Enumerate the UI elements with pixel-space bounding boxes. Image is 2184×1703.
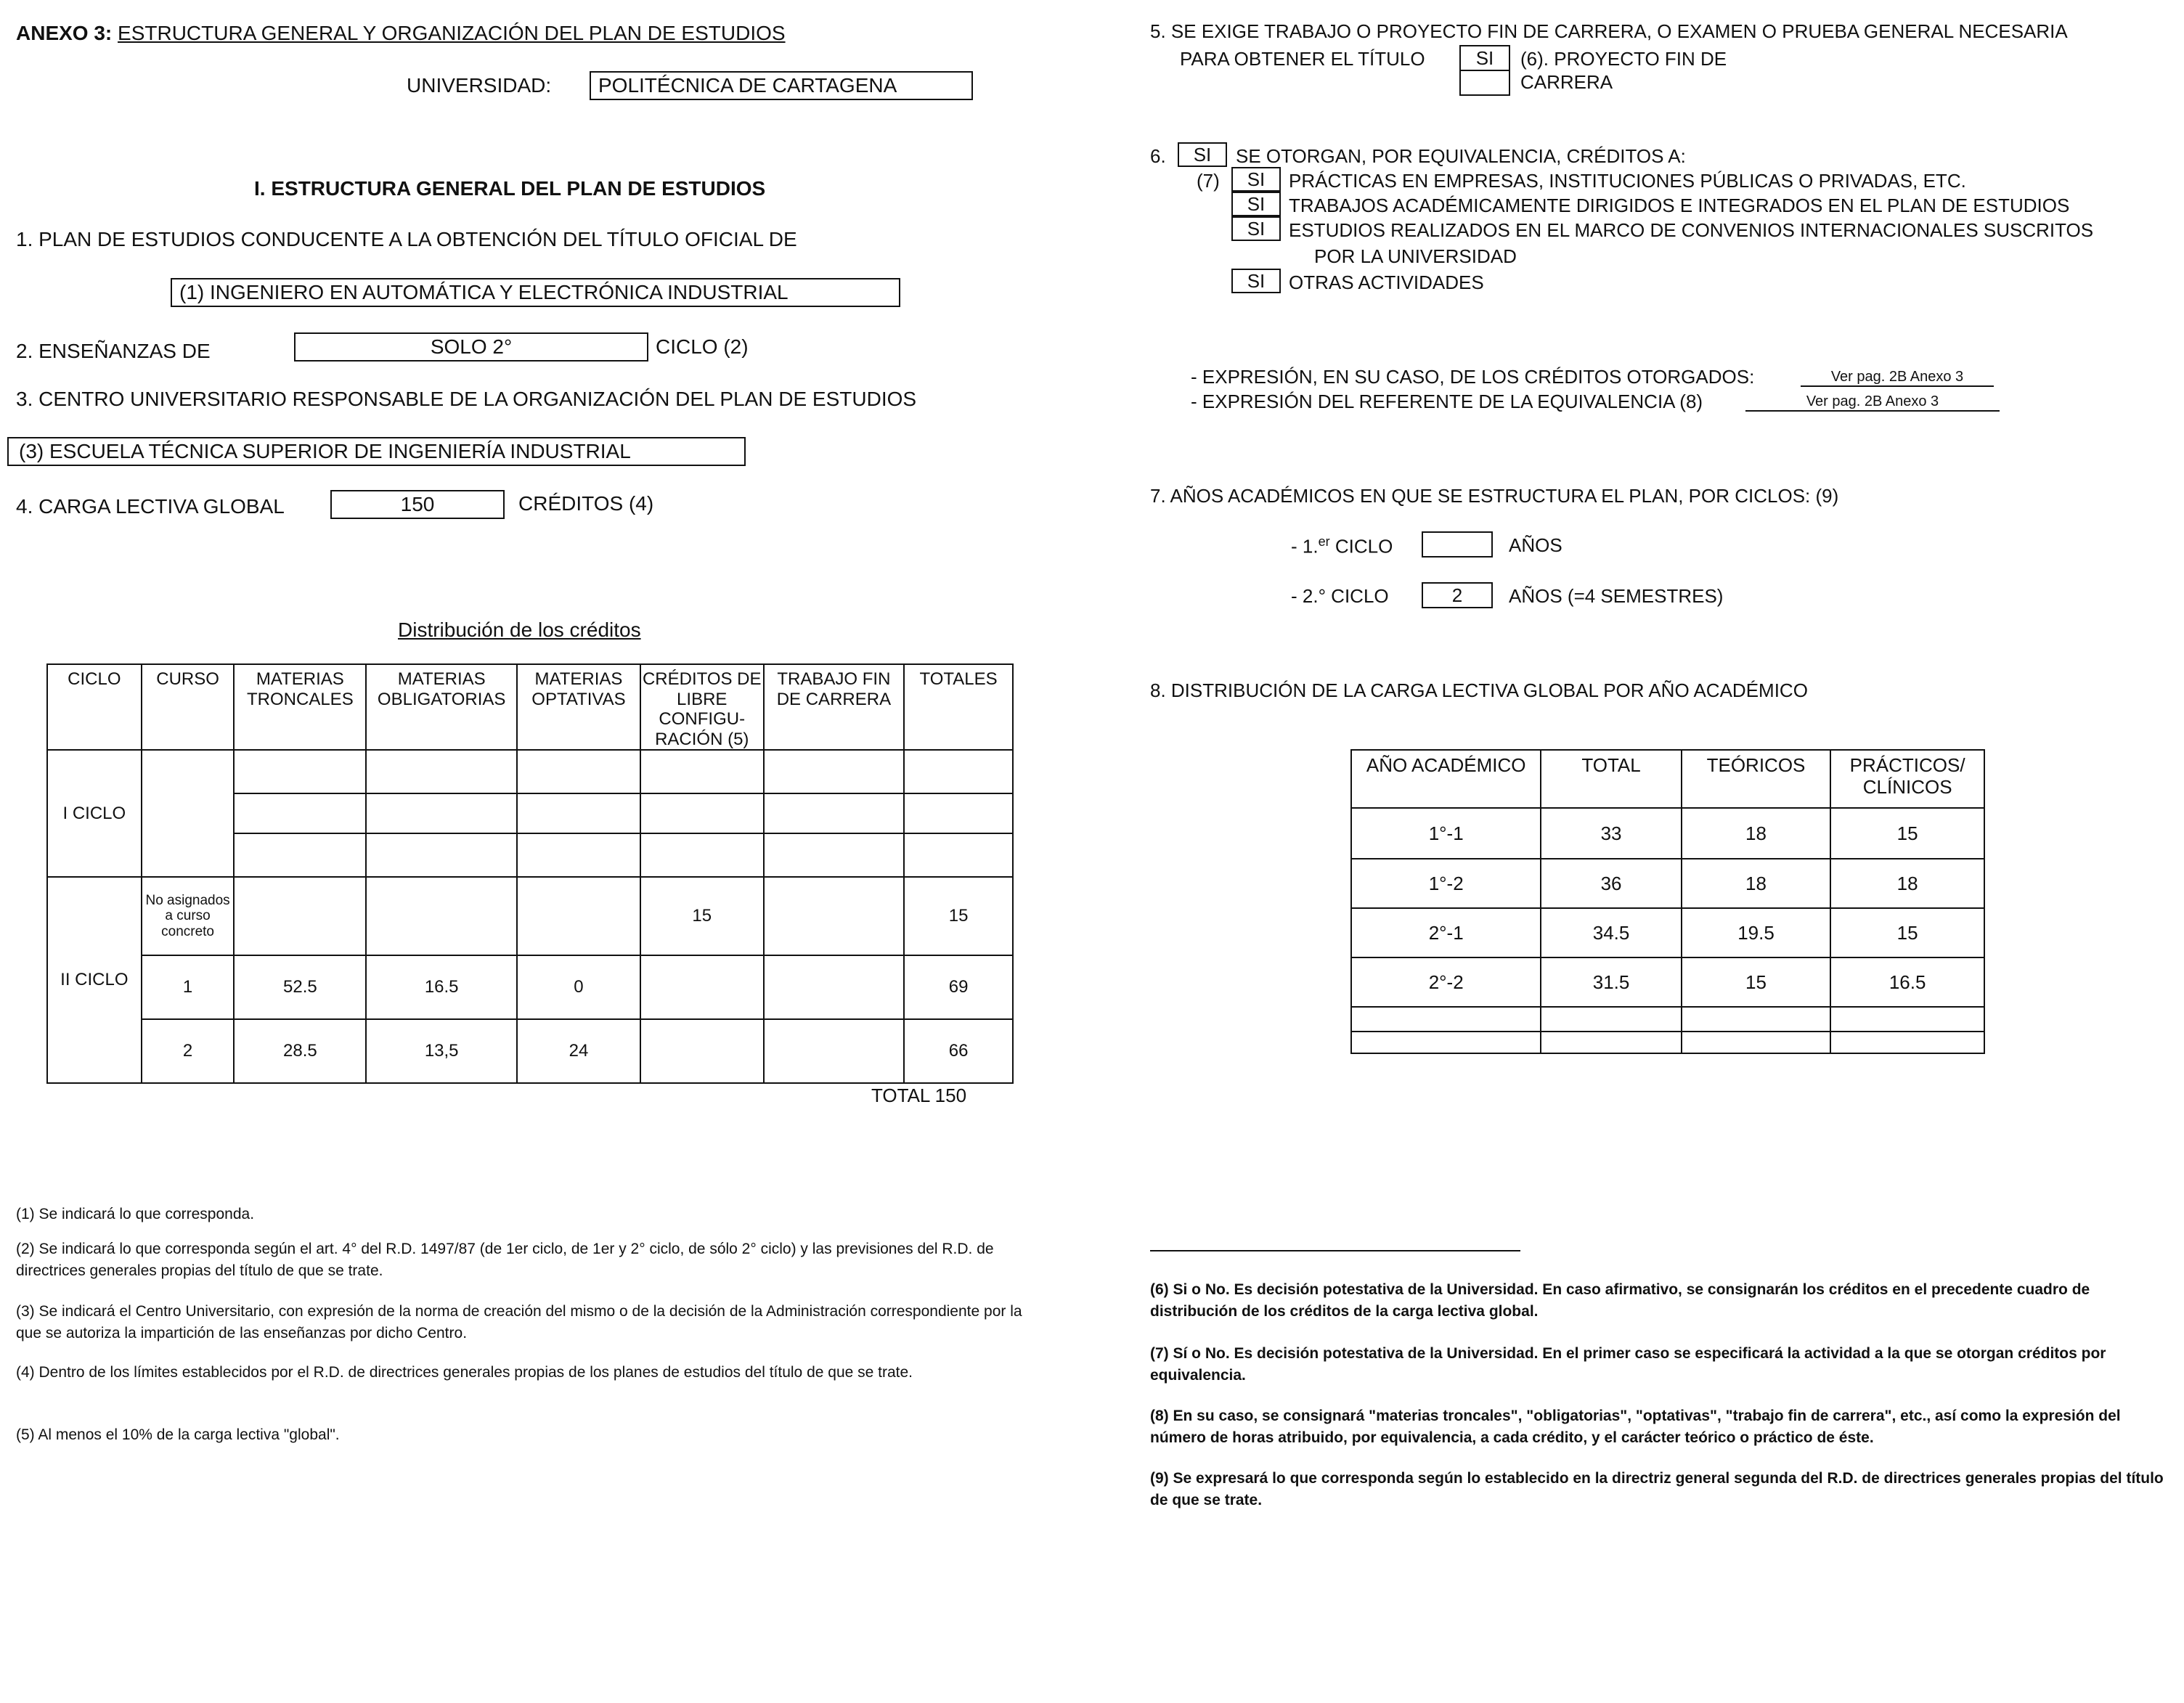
left-footnote-2: (2) Se indicará lo que corresponda según el art. 4° del R.D. 1497/87 (de 1er ciclo, de 1er y 2° ciclo, de sólo 2° ciclo) y las previsiones del R.D. de directrices generales propias del título de que se trate. (16, 1241, 994, 1280)
header-curso: CURSO (142, 664, 235, 750)
year-cell: 18 (1682, 859, 1831, 908)
year-cell (1351, 1032, 1541, 1053)
table-cell (366, 877, 517, 955)
year-header-practicos: PRÁCTICOS/ CLÍNICOS (1830, 750, 1984, 808)
table-cell (904, 750, 1013, 793)
item4-suffix: CRÉDITOS (4) (518, 492, 654, 515)
left-footnote-1: (1) Se indicará lo que corresponda. (16, 1206, 255, 1222)
table-cell (234, 833, 366, 877)
table-cell (764, 1019, 905, 1083)
table-cell (764, 833, 905, 877)
opt3-text: ESTUDIOS REALIZADOS EN EL MARCO DE CONVENIOS INTERNACIONALES SUSCRITOS (1289, 219, 2094, 241)
ciclo1-suffix: AÑOS (1509, 534, 1562, 556)
item5-suffix1: (6). PROYECTO FIN DE (1520, 48, 1727, 70)
item6-num: 6. (1150, 145, 1166, 167)
table-cell (640, 793, 764, 833)
item5-si-box: SI (1459, 45, 1510, 71)
table-cell (517, 793, 640, 833)
curso-2: 2 (142, 1019, 235, 1083)
table-cell (640, 833, 764, 877)
ciclo-field: SOLO 2° (294, 332, 648, 362)
ciclo1-label: I CICLO (47, 750, 142, 877)
table-cell (640, 750, 764, 793)
opt4-si-box: SI (1231, 269, 1281, 293)
year-cell: 16.5 (1830, 957, 1984, 1007)
opt3-continuation: POR LA UNIVERSIDAD (1314, 245, 1517, 267)
ciclo1-box (1422, 531, 1493, 558)
opt1-si-box: SI (1231, 167, 1281, 192)
item5-suffix2: CARRERA (1520, 71, 1613, 93)
item2-suffix: CICLO (2) (656, 335, 749, 358)
left-footnote-4: (4) Dentro de los límites establecidos por el R.D. de directrices generales propias de los planes de estudios del título de que se trate. (16, 1364, 913, 1381)
table-cell (764, 750, 905, 793)
year-header-total: TOTAL (1541, 750, 1681, 808)
expr2-label: - EXPRESIÓN DEL REFERENTE DE LA EQUIVALENCIA (8) (1191, 391, 1703, 412)
left-footnote-3: (3) Se indicará el Centro Universitario, con expresión de la norma de creación del mismo o de la decisión de la Administración correspondiente por la que se autoriza la impartición de las enseñanzas por dicho Centro. (16, 1303, 1022, 1342)
curso-na: No asignados a curso concreto (142, 877, 235, 955)
dist-title: Distribución de los créditos (398, 618, 641, 641)
item5-line1: 5. SE EXIGE TRABAJO O PROYECTO FIN DE CARRERA, O EXAMEN O PRUEBA GENERAL NECESARIA (1150, 20, 2068, 42)
table-cell (764, 793, 905, 833)
libre-na: 15 (640, 877, 764, 955)
year-cell (1541, 1007, 1681, 1032)
year-cell: 18 (1682, 808, 1831, 859)
universidad-label: UNIVERSIDAD: (407, 74, 552, 97)
table-cell (234, 750, 366, 793)
item5-empty-box (1459, 70, 1510, 96)
troncales-1: 52.5 (234, 955, 366, 1019)
item8-text: 8. DISTRIBUCIÓN DE LA CARGA LECTIVA GLOBAL POR AÑO ACADÉMICO (1150, 679, 1808, 701)
year-cell: 2°-2 (1351, 957, 1541, 1007)
year-cell: 15 (1830, 908, 1984, 957)
table-cell (366, 750, 517, 793)
table-cell (640, 1019, 764, 1083)
ciclo1-word: CICLO (1335, 535, 1393, 558)
right-footnote-6: (6) Si o No. Es decisión potestativa de la Universidad. En caso afirmativo, se consignarán los créditos en el precedente cuadro de distribución de los créditos de la carga lectiva global. (1150, 1281, 2090, 1320)
table-cell (366, 833, 517, 877)
ciclo1-label: - 1. (1291, 535, 1319, 558)
year-cell: 33 (1541, 808, 1681, 859)
year-cell (1351, 1007, 1541, 1032)
obligatorias-2: 13,5 (366, 1019, 517, 1083)
item3-text: 3. CENTRO UNIVERSITARIO RESPONSABLE DE LA ORGANIZACIÓN DEL PLAN DE ESTUDIOS (16, 388, 917, 410)
ciclo2-label: II CICLO (47, 877, 142, 1083)
table-cell (640, 955, 764, 1019)
expr2-value: Ver pag. 2B Anexo 3 (1745, 393, 2000, 412)
header-ciclo: CICLO (47, 664, 142, 750)
item6-si-box: SI (1178, 142, 1227, 167)
opt2-si-box: SI (1231, 192, 1281, 216)
ciclo2-suffix: AÑOS (=4 SEMESTRES) (1509, 585, 1724, 607)
troncales-2: 28.5 (234, 1019, 366, 1083)
header-obligatorias: MATERIAS OBLIGATORIAS (366, 664, 517, 750)
year-cell (1682, 1032, 1831, 1053)
table-cell (517, 877, 640, 955)
curso-1: 1 (142, 955, 235, 1019)
item1-text: 1. PLAN DE ESTUDIOS CONDUCENTE A LA OBTENCIÓN DEL TÍTULO OFICIAL DE (16, 228, 797, 250)
section-title: I. ESTRUCTURA GENERAL DEL PLAN DE ESTUDIOS (254, 177, 766, 200)
year-cell: 36 (1541, 859, 1681, 908)
year-cell: 15 (1830, 808, 1984, 859)
expr1-value: Ver pag. 2B Anexo 3 (1801, 369, 1994, 387)
year-cell: 19.5 (1682, 908, 1831, 957)
year-cell (1830, 1032, 1984, 1053)
year-cell: 18 (1830, 859, 1984, 908)
header-optativas: MATERIAS OPTATIVAS (517, 664, 640, 750)
universidad-field: POLITÉCNICA DE CARTAGENA (590, 71, 973, 100)
item5-line2: PARA OBTENER EL TÍTULO (1180, 48, 1425, 70)
table-cell (517, 750, 640, 793)
left-footnote-5: (5) Al menos el 10% de la carga lectiva "global". (16, 1426, 340, 1443)
right-footnote-8: (8) En su caso, se consignará "materias troncales", "obligatorias", "optativas", "trabajo fin de carrera", etc., así como la expresión del número de horas atribuido, por equivalencia, a cada crédito, y el carácter teórico o práctico de éste. (1150, 1408, 2121, 1447)
item6-ref: (7) (1197, 170, 1220, 192)
table-cell (366, 793, 517, 833)
optativas-1: 0 (517, 955, 640, 1019)
anexo-heading (16, 22, 786, 45)
table-cell (764, 955, 905, 1019)
opt2-text: TRABAJOS ACADÉMICAMENTE DIRIGIDOS E INTEGRADOS EN EL PLAN DE ESTUDIOS (1289, 195, 2070, 216)
table-cell (764, 877, 905, 955)
expr1-label: - EXPRESIÓN, EN SU CASO, DE LOS CRÉDITOS OTORGADOS: (1191, 366, 1755, 388)
table-cell (234, 877, 366, 955)
year-cell (1830, 1007, 1984, 1032)
header-troncales: MATERIAS TRONCALES (234, 664, 366, 750)
year-header-anio: AÑO ACADÉMICO (1351, 750, 1541, 808)
right-footnote-9: (9) Se expresará lo que corresponda según lo establecido en la directriz general segunda del R.D. de directrices generales propias del título de que se trate. (1150, 1470, 2164, 1509)
year-cell (1682, 1007, 1831, 1032)
item4-label: 4. CARGA LECTIVA GLOBAL (16, 495, 285, 518)
creditos-table (46, 663, 1014, 1084)
header-libre: CRÉDITOS DE LIBRE CONFIGU- RACIÓN (5) (640, 664, 764, 750)
year-cell: 31.5 (1541, 957, 1681, 1007)
ciclo1-sup: er (1318, 534, 1330, 549)
centro-field: (3) ESCUELA TÉCNICA SUPERIOR DE INGENIERÍA INDUSTRIAL (7, 437, 746, 466)
total-2: 66 (904, 1019, 1013, 1083)
opt3-si-box: SI (1231, 216, 1281, 241)
opt1-text: PRÁCTICAS EN EMPRESAS, INSTITUCIONES PÚBLICAS O PRIVADAS, ETC. (1289, 170, 1966, 192)
item6-text: SE OTORGAN, POR EQUIVALENCIA, CRÉDITOS A: (1236, 145, 1686, 167)
optativas-2: 24 (517, 1019, 640, 1083)
anexo-title: ESTRUCTURA GENERAL Y ORGANIZACIÓN DEL PLAN DE ESTUDIOS (118, 22, 786, 44)
table-cell (904, 833, 1013, 877)
footnote-divider (1150, 1250, 1520, 1251)
anexo-label: ANEXO 3: (16, 22, 113, 44)
year-cell: 1°-1 (1351, 808, 1541, 859)
year-cell: 34.5 (1541, 908, 1681, 957)
carga-field: 150 (330, 490, 505, 519)
item7-text: 7. AÑOS ACADÉMICOS EN QUE SE ESTRUCTURA EL PLAN, POR CICLOS: (9) (1150, 485, 1839, 507)
year-cell (1541, 1032, 1681, 1053)
table-cell (142, 750, 235, 877)
header-totales: TOTALES (904, 664, 1013, 750)
total-1: 69 (904, 955, 1013, 1019)
right-footnote-7: (7) Sí o No. Es decisión potestativa de la Universidad. En el primer caso se especificará la actividad a la que se otorgan créditos por equivalencia. (1150, 1345, 2106, 1384)
ciclo1-row (1291, 534, 1393, 558)
table-cell (904, 793, 1013, 833)
year-cell: 1°-2 (1351, 859, 1541, 908)
titulo-field: (1) INGENIERO EN AUTOMÁTICA Y ELECTRÓNICA INDUSTRIAL (171, 278, 900, 307)
year-header-teoricos: TEÓRICOS (1682, 750, 1831, 808)
total-na: 15 (904, 877, 1013, 955)
ciclo2-box: 2 (1422, 582, 1493, 608)
opt4-text: OTRAS ACTIVIDADES (1289, 271, 1484, 293)
year-cell: 15 (1682, 957, 1831, 1007)
item2-label: 2. ENSEÑANZAS DE (16, 340, 211, 362)
anio-table (1350, 749, 1985, 1054)
table-cell (517, 833, 640, 877)
table-cell (234, 793, 366, 833)
total-label: TOTAL 150 (871, 1085, 967, 1106)
header-trabajo: TRABAJO FIN DE CARRERA (764, 664, 905, 750)
ciclo2-label: - 2.° CICLO (1291, 585, 1389, 607)
obligatorias-1: 16.5 (366, 955, 517, 1019)
year-cell: 2°-1 (1351, 908, 1541, 957)
